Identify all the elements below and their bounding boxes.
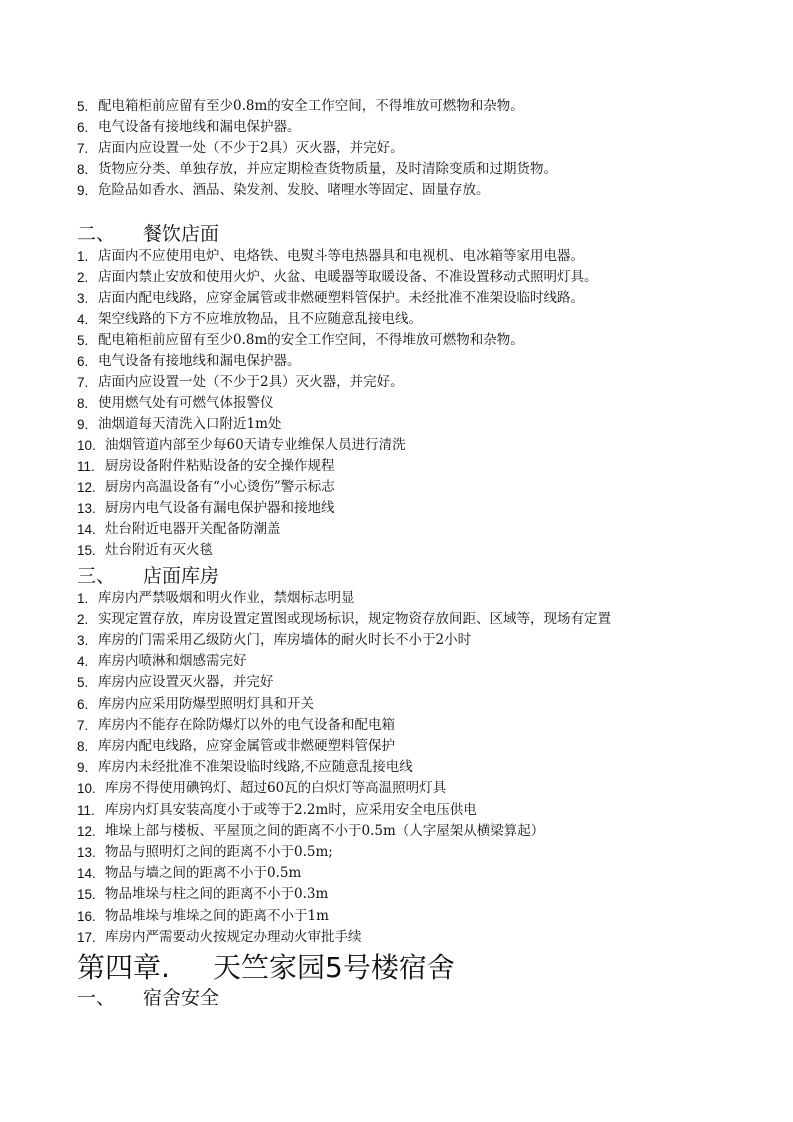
item-number: 7. [77, 375, 89, 390]
item-text: 架空线路的下方不应堆放物品，且不应随意乱接电线。 [98, 311, 422, 327]
item-number: 6. [77, 697, 89, 712]
item-number: 4. [77, 312, 89, 327]
item-text: 物品与照明灯之间的距离不小于0.5m; [105, 844, 333, 860]
section-heading-number: 一、 [77, 987, 116, 1009]
item-number: 10. [77, 438, 96, 453]
item-text: 电气设备有接地线和漏电保护器。 [98, 353, 301, 369]
item-text: 库房内未经批准不准架设临时线路,不应随意乱接电线 [98, 759, 413, 775]
item-number: 3. [77, 291, 89, 306]
item-number: 12. [77, 824, 96, 839]
item-number: 9. [77, 417, 89, 432]
section-heading-title: 店面库房 [143, 565, 220, 587]
item-number: 1. [77, 249, 89, 264]
item-text: 库房内配电线路，应穿金属管或非燃硬塑料管保护 [98, 738, 395, 754]
item-text: 油烟道每天清洗入口附近1m处 [98, 416, 282, 432]
item-number: 11. [77, 459, 95, 474]
item-text: 配电箱柜前应留有至少0.8m的安全工作空间，不得堆放可燃物和杂物。 [98, 332, 524, 348]
item-text: 物品堆垛与柱之间的距离不小于0.3m [105, 886, 329, 902]
item-text: 厨房内高温设备有“小心烫伤”警示标志 [105, 479, 335, 495]
item-text: 库房内不能存在除防爆灯以外的电气设备和配电箱 [98, 717, 395, 733]
item-number: 14. [77, 866, 96, 881]
item-text: 库房内灯具安装高度小于或等于2.2m时，应采用安全电压供电 [105, 802, 477, 818]
item-number: 5. [77, 99, 89, 114]
item-text: 库房不得使用碘钨灯、超过60瓦的白炽灯等高温照明灯具 [105, 780, 447, 796]
item-text: 库房内喷淋和烟感需完好 [98, 653, 247, 669]
item-text: 物品堆垛与堆垛之间的距离不小于1m [105, 908, 329, 924]
item-text: 货物应分类、单独存放，并应定期检查货物质量，及时清除变质和过期货物。 [98, 161, 557, 177]
chapter-heading-title: 天竺家园5号楼宿舍 [213, 951, 455, 984]
item-number: 14. [77, 522, 96, 537]
item-text: 店面内禁止安放和使用火炉、火盆、电暖器等取暖设备、不准设置移动式照明灯具。 [98, 269, 598, 285]
item-number: 2. [77, 270, 89, 285]
item-number: 6. [77, 354, 89, 369]
item-number: 12. [77, 480, 96, 495]
item-number: 8. [77, 396, 89, 411]
item-text: 店面内配电线路，应穿金属管或非燃硬塑料管保护。未经批准不准架设临时线路。 [98, 290, 584, 306]
item-number: 16. [77, 909, 96, 924]
item-number: 17. [77, 930, 96, 945]
item-text: 油烟管道内部至少每60天请专业维保人员进行清洗 [105, 437, 406, 453]
item-text: 堆垛上部与楼板、平屋顶之间的距离不小于0.5m（人字屋架从横梁算起） [105, 823, 545, 839]
item-number: 15. [77, 543, 96, 558]
item-number: 9. [77, 760, 89, 775]
section-heading-title: 宿舍安全 [143, 987, 220, 1009]
item-text: 配电箱柜前应留有至少0.8m的安全工作空间，不得堆放可燃物和杂物。 [98, 98, 524, 114]
item-number: 6. [77, 120, 89, 135]
item-text: 物品与墙之间的距离不小于0.5m [105, 865, 302, 881]
item-text: 危险品如香水、酒品、染发剂、发胶、啫哩水等固定、固量存放。 [98, 182, 490, 198]
item-text: 库房内应采用防爆型照明灯具和开关 [98, 696, 314, 712]
item-number: 4. [77, 654, 89, 669]
section-heading-number: 三、 [77, 565, 116, 587]
item-text: 库房内严需要动火按规定办理动火审批手续 [105, 929, 362, 945]
section-heading-number: 二、 [77, 223, 116, 245]
item-text: 厨房设备附件粘贴设备的安全操作规程 [105, 458, 335, 474]
item-text: 实现定置存放，库房设置定置图或现场标识，规定物资存放间距、区域等，现场有定置 [98, 611, 611, 627]
item-text: 使用燃气处有可燃气体报警仪 [98, 395, 274, 411]
item-text: 店面内不应使用电炉、电烙铁、电熨斗等电热器具和电视机、电冰箱等家用电器。 [98, 248, 584, 264]
item-number: 13. [77, 845, 96, 860]
item-number: 3. [77, 633, 89, 648]
item-text: 库房的门需采用乙级防火门，库房墙体的耐火时长不小于2小时 [98, 632, 472, 648]
item-text: 库房内严禁吸烟和明火作业，禁烟标志明显 [98, 590, 355, 606]
item-number: 5. [77, 333, 89, 348]
item-text: 厨房内电气设备有漏电保护器和接地线 [105, 500, 335, 516]
item-number: 5. [77, 675, 89, 690]
item-number: 13. [77, 501, 96, 516]
item-text: 灶台附近有灭火毯 [105, 542, 213, 558]
chapter-heading-number: 第四章. [77, 951, 170, 984]
item-number: 11. [77, 803, 95, 818]
item-number: 7. [77, 718, 89, 733]
item-text: 店面内应设置一处（不少于2具）灭火器，并完好。 [98, 374, 404, 390]
item-number: 10. [77, 781, 96, 796]
item-number: 2. [77, 612, 89, 627]
item-number: 8. [77, 162, 89, 177]
item-number: 9. [77, 183, 89, 198]
section-heading-title: 餐饮店面 [143, 223, 220, 245]
item-number: 15. [77, 887, 96, 902]
item-text: 电气设备有接地线和漏电保护器。 [98, 119, 301, 135]
item-text: 库房内应设置灭火器，并完好 [98, 674, 274, 690]
item-number: 7. [77, 141, 89, 156]
item-text: 灶台附近电器开关配备防潮盖 [105, 521, 281, 537]
item-number: 1. [77, 591, 89, 606]
item-number: 8. [77, 739, 89, 754]
item-text: 店面内应设置一处（不少于2具）灭火器，并完好。 [98, 140, 404, 156]
